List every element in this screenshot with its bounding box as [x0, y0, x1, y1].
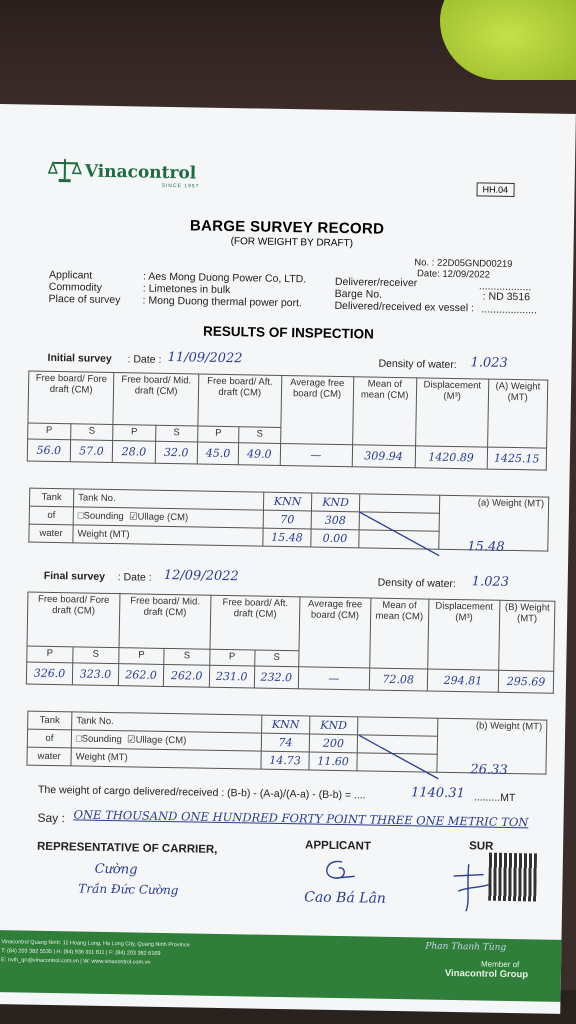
- applicant-label: Applicant: [48, 268, 93, 282]
- tank-knd: KND: [310, 716, 358, 735]
- final-draft-table: [26, 592, 556, 694]
- table-cell: 56.0: [27, 439, 70, 462]
- header-s: S: [254, 650, 299, 667]
- header-p: P: [198, 426, 240, 443]
- header-avg: Average free board (CM): [280, 375, 353, 444]
- place-label: Place of survey: [48, 292, 121, 307]
- footer-phone: T: (84) 203 382 5535 | H: (84) 936 911 811 | F: (84) 203 382 6169: [1, 948, 161, 957]
- header-weight: (B) Weight (MT): [499, 600, 555, 671]
- sounding-checkbox: □Sounding: [75, 733, 122, 746]
- header-s: S: [70, 424, 113, 441]
- carrier-signature: Cường: [94, 861, 138, 878]
- applicant-value: : Aes Mong Duong Power Co, LTD.: [142, 270, 307, 286]
- cargo-weight-unit: .........MT: [473, 791, 516, 805]
- cross-out-line: [356, 733, 442, 782]
- place-value: : Mong Duong thermal power port.: [142, 294, 303, 310]
- carrier-name: Trần Đức Cường: [78, 881, 179, 898]
- weight-knd: 11.60: [309, 752, 357, 771]
- header-mean: Mean of mean (CM): [369, 598, 429, 669]
- table-cell: 1420.89: [415, 446, 487, 469]
- table-cell: —: [298, 667, 369, 690]
- table-cell: 1425.15: [487, 447, 547, 470]
- brand-name: Vinacontrol: [84, 161, 197, 184]
- initial-date-label: : Date :: [127, 353, 162, 366]
- say-label: Say :: [37, 810, 66, 826]
- applicant-name: Cao Bá Lân: [304, 889, 387, 907]
- header-fore: Free board/ Fore draft (CM): [27, 592, 120, 648]
- table-cell: 262.0: [164, 664, 210, 687]
- weight-label: Weight (MT): [71, 748, 261, 769]
- header-p: P: [113, 425, 156, 442]
- table-cell: 323.0: [72, 663, 118, 686]
- deliverer-value: ..................: [478, 280, 532, 294]
- header-avg: Average free board (CM): [299, 597, 371, 668]
- header-s: S: [239, 427, 281, 444]
- table-cell: 262.0: [118, 664, 164, 687]
- table-cell: 49.0: [239, 443, 281, 466]
- initial-date-value: 11/09/2022: [167, 349, 243, 367]
- final-density-value: 1.023: [471, 574, 510, 590]
- tank-label: Tank: [28, 711, 72, 730]
- table-cell: 32.0: [155, 441, 198, 464]
- header-p: P: [27, 646, 73, 663]
- footer-member: Member of: [480, 959, 520, 970]
- header-p: P: [119, 648, 165, 665]
- header-disp: Displacement (M³): [415, 378, 488, 447]
- table-cell: 232.0: [254, 666, 299, 689]
- header-mid: Free board/ Mid. draft (CM): [119, 594, 211, 650]
- tank-no-label: Tank No.: [73, 489, 263, 510]
- results-title: RESULTS OF INSPECTION: [202, 323, 374, 342]
- table-cell: 57.0: [70, 440, 113, 463]
- barge-label: Barge No.: [334, 287, 383, 301]
- final-survey-label: Final survey: [43, 569, 106, 583]
- header-s: S: [155, 425, 198, 442]
- surveyor-label: SUR: [469, 840, 494, 853]
- final-date-label: : Date :: [117, 571, 152, 584]
- ullage-knd: 200: [309, 734, 357, 753]
- tank-no-label: Tank No.: [72, 712, 262, 733]
- tank-knn: KNN: [263, 492, 311, 511]
- weight-knd: 0.00: [311, 529, 359, 548]
- ullage-knd: 308: [311, 511, 359, 530]
- survey-paper: [0, 104, 576, 1014]
- ullage-checkbox: ☑Ullage (CM): [128, 511, 189, 524]
- table-cell: 326.0: [26, 662, 72, 685]
- header-s: S: [164, 648, 210, 665]
- weight-label: Weight (MT): [73, 525, 263, 546]
- header-p: P: [28, 423, 71, 440]
- water-label: water: [27, 747, 71, 766]
- table-cell: 294.81: [427, 669, 499, 692]
- ullage-knn: 74: [261, 733, 309, 752]
- sounding-checkbox: □Sounding: [77, 510, 124, 523]
- applicant-sig-label: APPLICANT: [305, 839, 372, 853]
- footer-email: E: nvth_qn@vinacontrol.com.vn | W: www.vinacontrol.com.vn: [1, 957, 151, 966]
- table-cell: 72.08: [369, 668, 428, 691]
- tank-label: Tank: [29, 488, 73, 507]
- initial-survey-label: Initial survey: [47, 351, 112, 365]
- table-cell: 295.69: [498, 670, 553, 693]
- weight-header: (a) Weight (MT): [439, 495, 549, 551]
- header-aft: Free board/ Aft. draft (CM): [210, 595, 300, 651]
- commodity-value: : Limetones in bulk: [142, 282, 231, 297]
- header-s: S: [73, 647, 119, 664]
- header-mid: Free board/ Mid. draft (CM): [113, 373, 198, 426]
- final-tank-table: [26, 711, 547, 775]
- table-cell: 28.0: [113, 441, 156, 464]
- qr-code: [488, 853, 537, 902]
- ullage-checkbox: ☑Ullage (CM): [126, 734, 187, 747]
- barge-value: : ND 3516: [482, 290, 531, 304]
- header-fore: Free board/ Fore draft (CM): [28, 371, 114, 424]
- tank-knd: KND: [311, 493, 359, 512]
- tank-knn: KNN: [262, 715, 310, 734]
- weight-header: (b) Weight (MT): [437, 718, 547, 774]
- table-cell: —: [280, 443, 352, 466]
- final-density-label: Density of water:: [377, 576, 456, 591]
- document-title: BARGE SURVEY RECORD: [189, 217, 385, 238]
- header-weight: (A) Weight (MT): [487, 379, 548, 448]
- record-date: Date: 12/09/2022: [417, 268, 491, 281]
- final-date-value: 12/09/2022: [163, 567, 239, 585]
- cross-out-line: [357, 510, 443, 559]
- header-p: P: [210, 649, 255, 666]
- brand-since: SINCE 1957: [161, 182, 200, 190]
- footer-group: Vinacontrol Group: [444, 967, 529, 981]
- table-cell: 231.0: [209, 665, 254, 688]
- surveyor-name: Phan Thanh Tùng: [425, 941, 507, 953]
- weight-knn: 14.73: [261, 751, 309, 770]
- ex-vessel-value: ...................: [481, 303, 538, 317]
- initial-tank-total: 15.48: [467, 539, 505, 555]
- document-subtitle: (FOR WEIGHT BY DRAFT): [230, 236, 354, 250]
- header-aft: Free board/ Aft. draft (CM): [198, 374, 282, 427]
- header-disp: Displacement (M³): [428, 599, 500, 670]
- commodity-label: Commodity: [48, 280, 103, 294]
- of-label: of: [27, 729, 71, 748]
- say-value: ONE THOUSAND ONE HUNDRED FORTY POINT THREE ONE METRIC TON: [73, 807, 529, 830]
- weight-knn: 15.48: [263, 528, 311, 547]
- deliverer-label: Deliverer/receiver: [334, 275, 418, 290]
- applicant-signature: [316, 856, 357, 887]
- initial-draft-table: [27, 371, 549, 471]
- footer-address: Vinacontrol Quang Ninh: 11 Hoang Long, Ha Long City, Quang Ninh Province: [1, 939, 190, 949]
- water-label: water: [29, 524, 73, 543]
- form-code: HH.04: [476, 182, 514, 197]
- header-mean: Mean of mean (CM): [352, 377, 417, 446]
- footer-contact: [1, 938, 190, 968]
- table-cell: 45.0: [197, 442, 239, 465]
- record-number: No. : 22D05GND00219: [414, 257, 513, 270]
- initial-density-label: Density of water:: [378, 357, 457, 372]
- of-label: of: [29, 506, 73, 525]
- ullage-knn: 70: [263, 510, 311, 529]
- table-cell: 309.94: [352, 445, 416, 468]
- scales-logo-icon: [47, 155, 84, 186]
- cargo-weight-value: 1140.31: [410, 785, 465, 802]
- initial-density-value: 1.023: [470, 355, 508, 371]
- footer-band: [0, 930, 561, 1002]
- carrier-label: REPRESENTATIVE OF CARRIER,: [36, 840, 218, 856]
- final-tank-total: 26.33: [470, 762, 508, 778]
- cargo-weight-formula: The weight of cargo delivered/received : (B-b) - (A-a)/(A-a) - (B-b) = ....: [37, 783, 366, 802]
- ex-vessel-label: Delivered/received ex vessel :: [334, 299, 475, 315]
